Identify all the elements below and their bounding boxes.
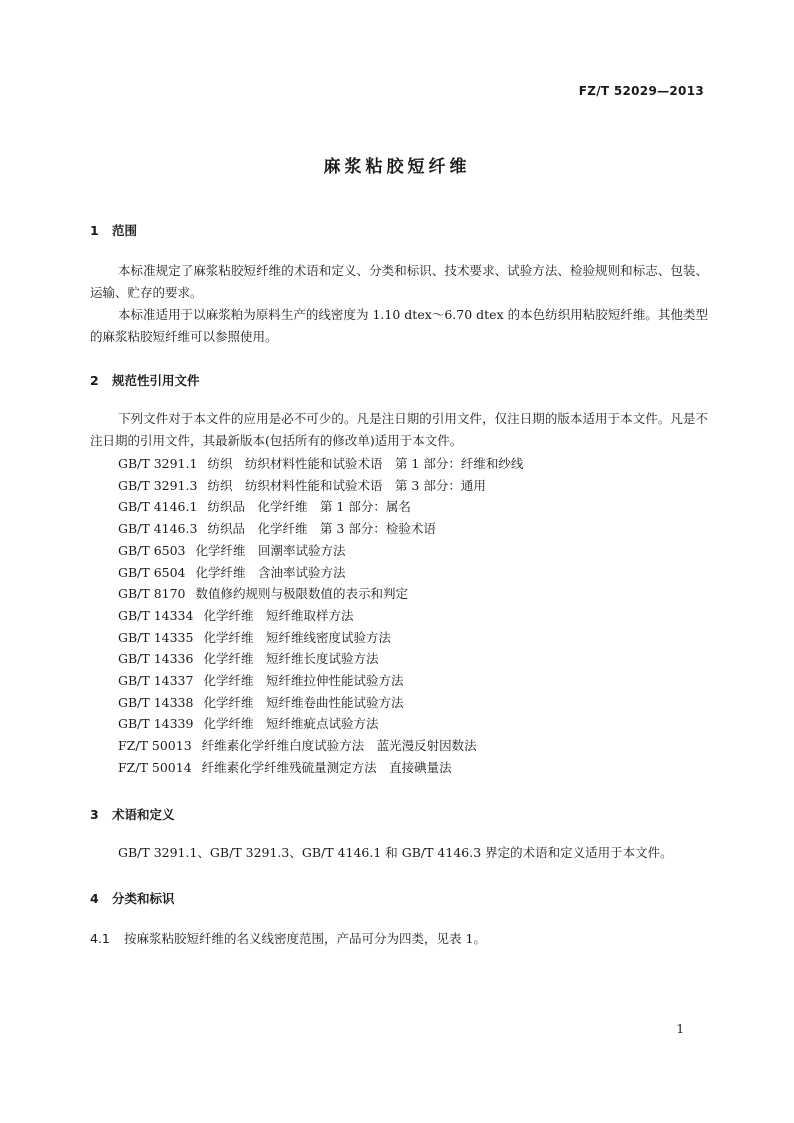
- section-3-heading: [90, 805, 175, 823]
- reference-code: GB/T 4146.1: [118, 499, 198, 515]
- reference-title: 化学纤维 短纤维拉伸性能试验方法: [203, 673, 404, 689]
- reference-title: 化学纤维 含油率试验方法: [195, 564, 346, 580]
- reference-list: [118, 453, 708, 779]
- section-number: 4: [90, 891, 99, 906]
- reference-item: [118, 648, 708, 670]
- paragraph: 本标准适用于以麻浆粕为原料生产的线密度为 1.10 dtex～6.70 dtex 的本色纺织用粘胶短纤维。其他类型的麻浆粘胶短纤维可以参照使用。: [90, 307, 708, 344]
- reference-code: GB/T 14337: [118, 673, 194, 689]
- reference-item: [118, 518, 708, 540]
- reference-code: FZ/T 50013: [118, 738, 192, 754]
- reference-title: 化学纤维 短纤维卷曲性能试验方法: [203, 694, 404, 710]
- standard-code: FZ/T 52029—2013: [578, 84, 704, 98]
- clause-text: 按麻浆粘胶短纤维的名义线密度范围，产品可分为四类，见表 1。: [124, 931, 486, 946]
- reference-item: [118, 496, 708, 518]
- paragraph: 下列文件对于本文件的应用是必不可少的。凡是注日期的引用文件，仅注日期的版本适用于本文件。凡是不注日期的引用文件，其最新版本(包括所有的修改单)适用于本文件。: [90, 411, 708, 448]
- reference-item: [118, 605, 708, 627]
- section-2-intro: [90, 408, 708, 452]
- section-3-body: [90, 842, 708, 864]
- reference-code: GB/T 3291.1: [118, 456, 198, 471]
- section-2-heading: [90, 371, 200, 389]
- section-title: 范围: [112, 223, 138, 238]
- reference-title: 化学纤维 短纤维线密度试验方法: [203, 629, 391, 645]
- reference-title: 化学纤维 短纤维疵点试验方法: [203, 716, 379, 732]
- reference-item: [118, 583, 708, 605]
- reference-code: GB/T 4146.3: [118, 521, 198, 537]
- reference-title: 数值修约规则与极限数值的表示和判定: [195, 586, 409, 602]
- reference-title: 纺织 纺织材料性能和试验术语 第 1 部分：纤维和纱线: [207, 456, 524, 471]
- reference-item: [118, 757, 708, 779]
- reference-title: 纺织品 化学纤维 第 3 部分：检验术语: [207, 521, 436, 537]
- section-1-heading: [90, 221, 137, 239]
- reference-code: GB/T 14335: [118, 629, 194, 645]
- clause-number: 4.1: [90, 931, 110, 946]
- reference-code: GB/T 14336: [118, 651, 194, 667]
- reference-item: [118, 735, 708, 757]
- reference-item: [118, 627, 708, 649]
- reference-title: 纺织品 化学纤维 第 1 部分：属名: [207, 499, 411, 515]
- clause-4-1: [90, 928, 708, 950]
- document-title: 麻浆粘胶短纤维: [323, 157, 471, 177]
- reference-item: [118, 562, 708, 584]
- reference-code: GB/T 14339: [118, 716, 194, 732]
- reference-item: [118, 692, 708, 714]
- section-1-body: [90, 260, 708, 348]
- reference-code: FZ/T 50014: [118, 759, 192, 775]
- reference-item: [118, 540, 708, 562]
- reference-item: [118, 475, 708, 497]
- section-title: 分类和标识: [112, 891, 175, 906]
- reference-code: GB/T 3291.3: [118, 477, 198, 493]
- paragraph: GB/T 3291.1、GB/T 3291.3、GB/T 4146.1 和 GB/T 4146.3 界定的术语和定义适用于本文件。: [118, 845, 673, 860]
- reference-code: GB/T 14334: [118, 607, 194, 623]
- section-number: 3: [90, 807, 99, 822]
- reference-title: 化学纤维 短纤维取样方法: [203, 607, 354, 623]
- reference-title: 纤维素化学纤维残硫量测定方法 直接碘量法: [201, 759, 452, 775]
- reference-code: GB/T 6503: [118, 542, 186, 558]
- reference-code: GB/T 14338: [118, 694, 194, 710]
- reference-item: [118, 453, 708, 475]
- reference-code: GB/T 8170: [118, 586, 186, 602]
- reference-title: 化学纤维 短纤维长度试验方法: [203, 651, 379, 667]
- page-number: 1: [676, 1022, 684, 1036]
- reference-code: GB/T 6504: [118, 564, 186, 580]
- reference-title: 化学纤维 回潮率试验方法: [195, 542, 346, 558]
- section-title: 术语和定义: [112, 807, 175, 822]
- paragraph: 本标准规定了麻浆粘胶短纤维的术语和定义、分类和标识、技术要求、试验方法、检验规则和标志、包装、运输、贮存的要求。: [90, 263, 708, 300]
- section-4-heading: [90, 889, 175, 907]
- section-number: 1: [90, 223, 99, 238]
- reference-item: [118, 713, 708, 735]
- reference-title: 纺织 纺织材料性能和试验术语 第 3 部分：通用: [207, 477, 486, 493]
- section-number: 2: [90, 373, 99, 388]
- section-title: 规范性引用文件: [112, 373, 200, 388]
- reference-title: 纤维素化学纤维白度试验方法 蓝光漫反射因数法: [201, 738, 477, 754]
- reference-item: [118, 670, 708, 692]
